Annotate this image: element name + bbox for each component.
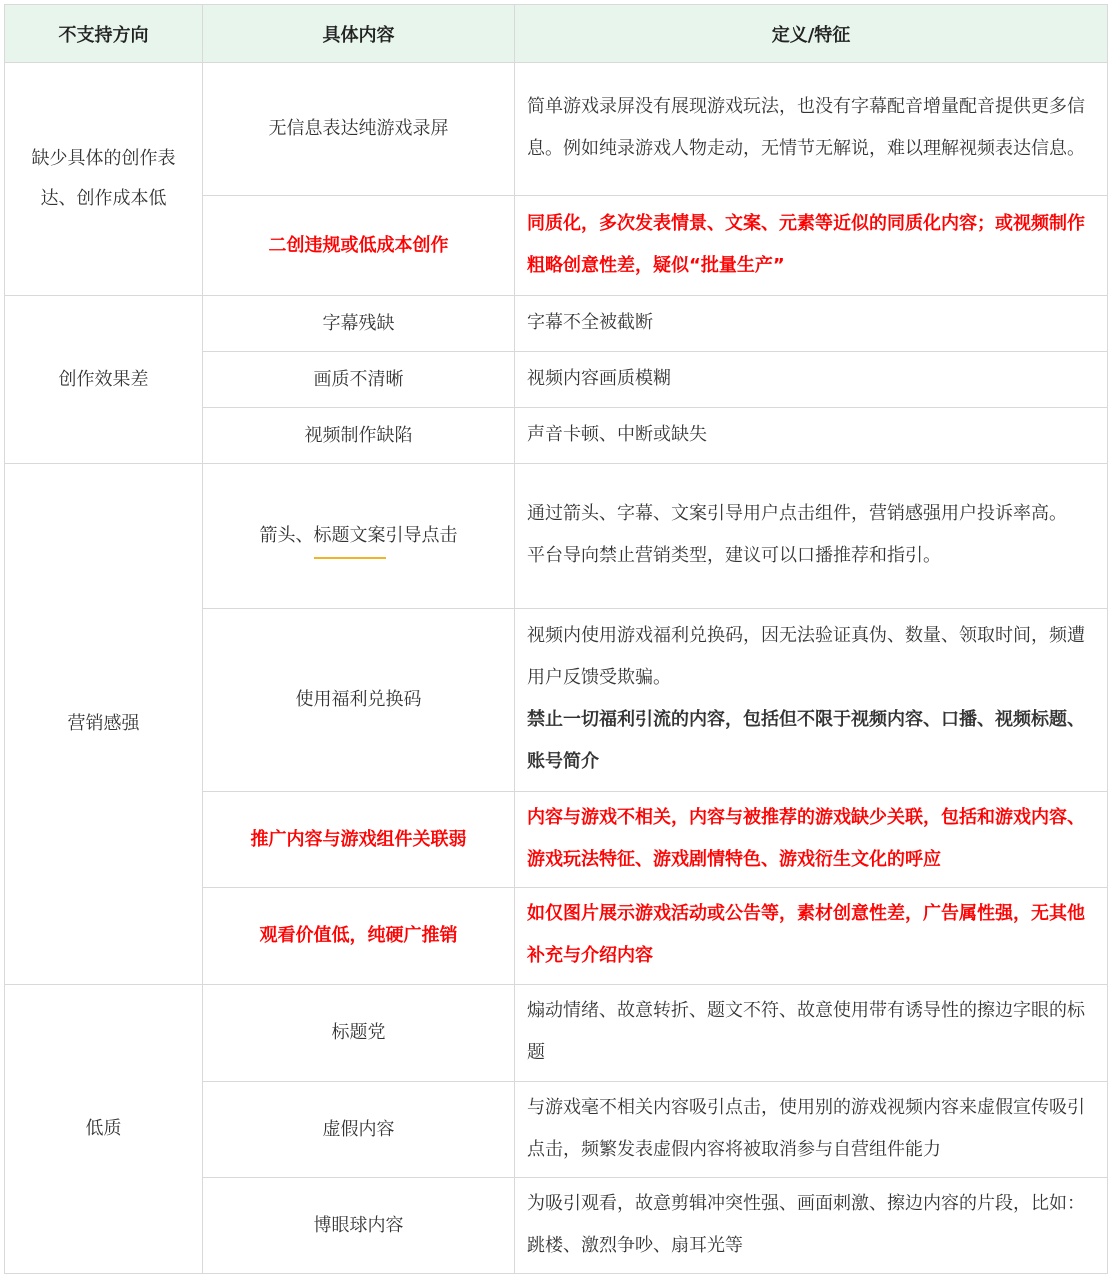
definition-text: 煽动情绪、故意转折、题文不符、故意使用带有诱导性的擦边字眼的标题 — [527, 1000, 1085, 1063]
header-direction: 不支持方向 — [5, 5, 203, 63]
item-cell: 无信息表达纯游戏录屏 — [203, 63, 515, 196]
item-cell: 字幕残缺 — [203, 296, 515, 352]
definition-cell — [515, 196, 1108, 296]
definition-text: 为吸引观看，故意剪辑冲突性强、画面刺激、擦边内容的片段，比如：跳楼、激烈争吵、扇耳光等 — [527, 1192, 1085, 1256]
table-row — [5, 464, 1108, 609]
item-cell: 推广内容与游戏组件关联弱 — [203, 792, 515, 888]
policy-table — [4, 4, 1108, 1274]
definition-cell — [515, 1178, 1108, 1274]
definition-text: 平台导向禁止营销类型，建议可以口播推荐和指引。 — [527, 545, 941, 566]
definition-cell — [515, 464, 1108, 609]
item-cell: 使用福利兑换码 — [203, 609, 515, 792]
definition-text: 简单游戏录屏没有展现游戏玩法，也没有字幕配音增量配音提供更多信息。例如纯录游戏人物走动，无情节无解说，难以理解视频表达信息。 — [527, 96, 1085, 159]
definition-text: 如仅图片展示游戏活动或公告等，素材创意性差，广告属性强，无其他补充与介绍内容 — [527, 903, 1085, 966]
direction-cell: 低质 — [5, 985, 203, 1274]
table-row — [5, 296, 1108, 352]
definition-text: 声音卡顿、中断或缺失 — [527, 423, 707, 445]
definition-text: 视频内使用游戏福利兑换码，因无法验证真伪、数量、领取时间，频遭用户反馈受欺骗。 — [527, 625, 1085, 688]
underlined-keyword: 标题文案 — [314, 518, 386, 554]
table-row — [5, 985, 1108, 1082]
item-text-suffix: 引导点击 — [385, 525, 458, 546]
definition-cell — [515, 985, 1108, 1082]
definition-cell — [515, 609, 1108, 792]
direction-cell: 营销感强 — [5, 464, 203, 985]
item-cell: 二创违规或低成本创作 — [203, 196, 515, 296]
table-header-row — [5, 5, 1108, 63]
direction-cell: 缺少具体的创作表达、创作成本低 — [5, 63, 203, 296]
item-cell: 画质不清晰 — [203, 352, 515, 408]
definition-text: 视频内容画质模糊 — [527, 367, 671, 389]
item-cell: 博眼球内容 — [203, 1178, 515, 1274]
item-cell: 标题党 — [203, 985, 515, 1082]
header-definition: 定义/特征 — [515, 5, 1108, 63]
definition-cell — [515, 296, 1108, 352]
definition-text: 内容与游戏不相关，内容与被推荐的游戏缺少关联，包括和游戏内容、游戏玩法特征、游戏剧情特色、游戏衍生文化的呼应 — [527, 806, 1085, 870]
definition-cell — [515, 1082, 1108, 1178]
definition-cell — [515, 352, 1108, 408]
item-cell — [203, 464, 515, 609]
definition-cell — [515, 888, 1108, 985]
definition-cell — [515, 792, 1108, 888]
direction-cell: 创作效果差 — [5, 296, 203, 464]
item-cell: 观看价值低，纯硬广推销 — [203, 888, 515, 985]
definition-text: 字幕不全被截断 — [527, 311, 653, 333]
definition-cell — [515, 408, 1108, 464]
definition-cell — [515, 63, 1108, 196]
table-row — [5, 63, 1108, 196]
definition-text: 与游戏毫不相关内容吸引点击，使用别的游戏视频内容来虚假宣传吸引点击，频繁发表虚假内容将被取消参与自营组件能力 — [527, 1096, 1085, 1160]
header-item: 具体内容 — [203, 5, 515, 63]
definition-text: 同质化，多次发表情景、文案、元素等近似的同质化内容；或视频制作粗略创意性差，疑似“批量生产” — [527, 212, 1085, 276]
definition-text: 禁止一切福利引流的内容，包括但不限于视频内容、口播、视频标题、账号简介 — [527, 709, 1085, 772]
item-cell: 视频制作缺陷 — [203, 408, 515, 464]
item-cell: 虚假内容 — [203, 1082, 515, 1178]
definition-text: 通过箭头、字幕、文案引导用户点击组件，营销感强用户投诉率高。 — [527, 503, 1067, 524]
item-text-prefix: 箭头、 — [259, 525, 314, 546]
